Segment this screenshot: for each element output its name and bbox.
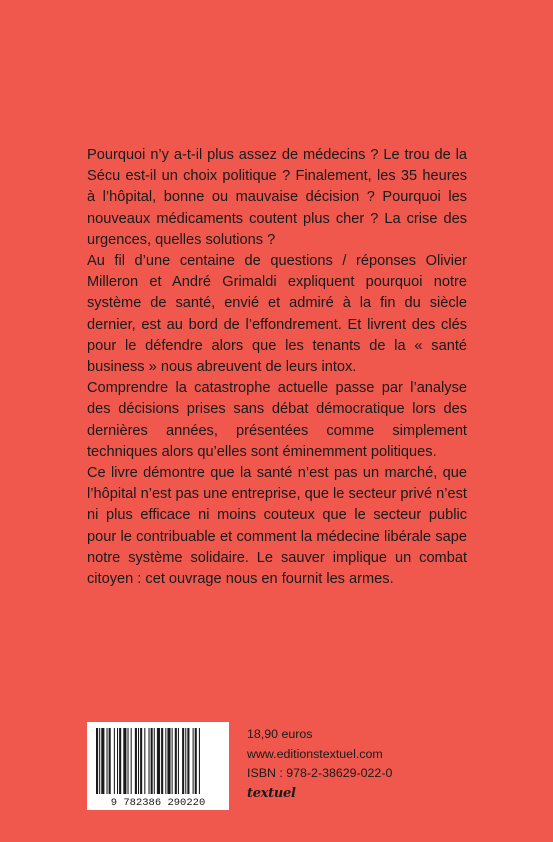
barcode-bar <box>185 728 186 794</box>
barcode-bar <box>172 728 173 794</box>
publisher-logo: textuel <box>247 786 296 801</box>
book-info <box>247 725 392 784</box>
barcode-bar <box>131 728 132 794</box>
back-cover-blurb <box>87 145 467 590</box>
barcode-bar <box>154 728 155 794</box>
barcode-bar <box>107 728 108 794</box>
barcode-bar <box>144 728 145 794</box>
barcode-bar <box>149 728 150 794</box>
barcode-bar <box>96 728 98 794</box>
barcode-bar <box>119 728 121 794</box>
isbn-number: ISBN : 978-2-38629-022-0 <box>247 766 393 780</box>
barcode-bar <box>101 728 104 794</box>
blurb-paragraph-1: Pourquoi n’y a-t-il plus assez de médecins ? Le trou de la Sécu est-il un choix politique ? Finalement, les 35 heures à l’hôpital, bonne ou mauvaise décision ? Pourquoi les nouveaux médicaments coutent plus cher ? La crise des urgences, quelles solutions ? <box>87 147 467 248</box>
barcode-bar <box>195 728 197 794</box>
publisher-website: www.editionstextuel.com <box>247 746 383 761</box>
blurb-paragraph-3: Comprendre la catastrophe actuelle passe par l’analyse des décisions prises sans débat démocratique lors des dernières années, présentées comme simplement techniques alors qu’elles sont éminemment politiques. <box>87 380 467 460</box>
barcode-bar <box>123 728 126 794</box>
barcode-bar <box>165 728 166 794</box>
isbn-barcode <box>87 722 229 810</box>
barcode-bar <box>99 728 100 794</box>
barcode-bar <box>187 728 189 794</box>
barcode-bar <box>128 728 129 794</box>
barcode-bar <box>114 728 115 794</box>
blurb-paragraph-4: Ce livre démontre que la santé n’est pas un marché, que l’hôpital n’est pas une entreprise, que le secteur privé n’est ni plus efficace ni moins couteux que le secteur public pour le contribuable et comment la médecine libérale sape notre système solidaire. Le sauver implique un combat citoyen : cet ouvrage nous en fournit les armes. <box>87 465 467 588</box>
barcode-bar <box>178 728 179 794</box>
barcode-bar <box>109 728 111 794</box>
barcode-digits: 9 782386 290220 <box>110 797 206 809</box>
barcode-bar <box>117 728 118 794</box>
price: 18,90 euros <box>247 727 313 741</box>
barcode-bar <box>182 728 184 794</box>
barcode-bar <box>175 728 177 794</box>
barcode-bar <box>193 728 194 794</box>
barcode-bar <box>140 728 142 794</box>
blurb-paragraph-2: Au fil d’une centaine de questions / réponses Olivier Milleron et André Grimaldi expliquent pourquoi notre système de santé, envié et admiré à la fin du siècle dernier, est au bord de l’effondrement. Et livrent des clés pour le défendre alors que les tenants de la « santé business » nous abreuvent de leurs intox. <box>87 253 467 376</box>
barcode-bar <box>199 728 200 794</box>
barcode-bar <box>157 728 160 794</box>
barcode-graphic <box>87 722 229 810</box>
barcode-bar <box>135 728 137 794</box>
barcode-bar <box>151 728 153 794</box>
barcode-bar <box>138 728 139 794</box>
barcode-bar <box>167 728 170 794</box>
barcode-bar <box>161 728 163 794</box>
